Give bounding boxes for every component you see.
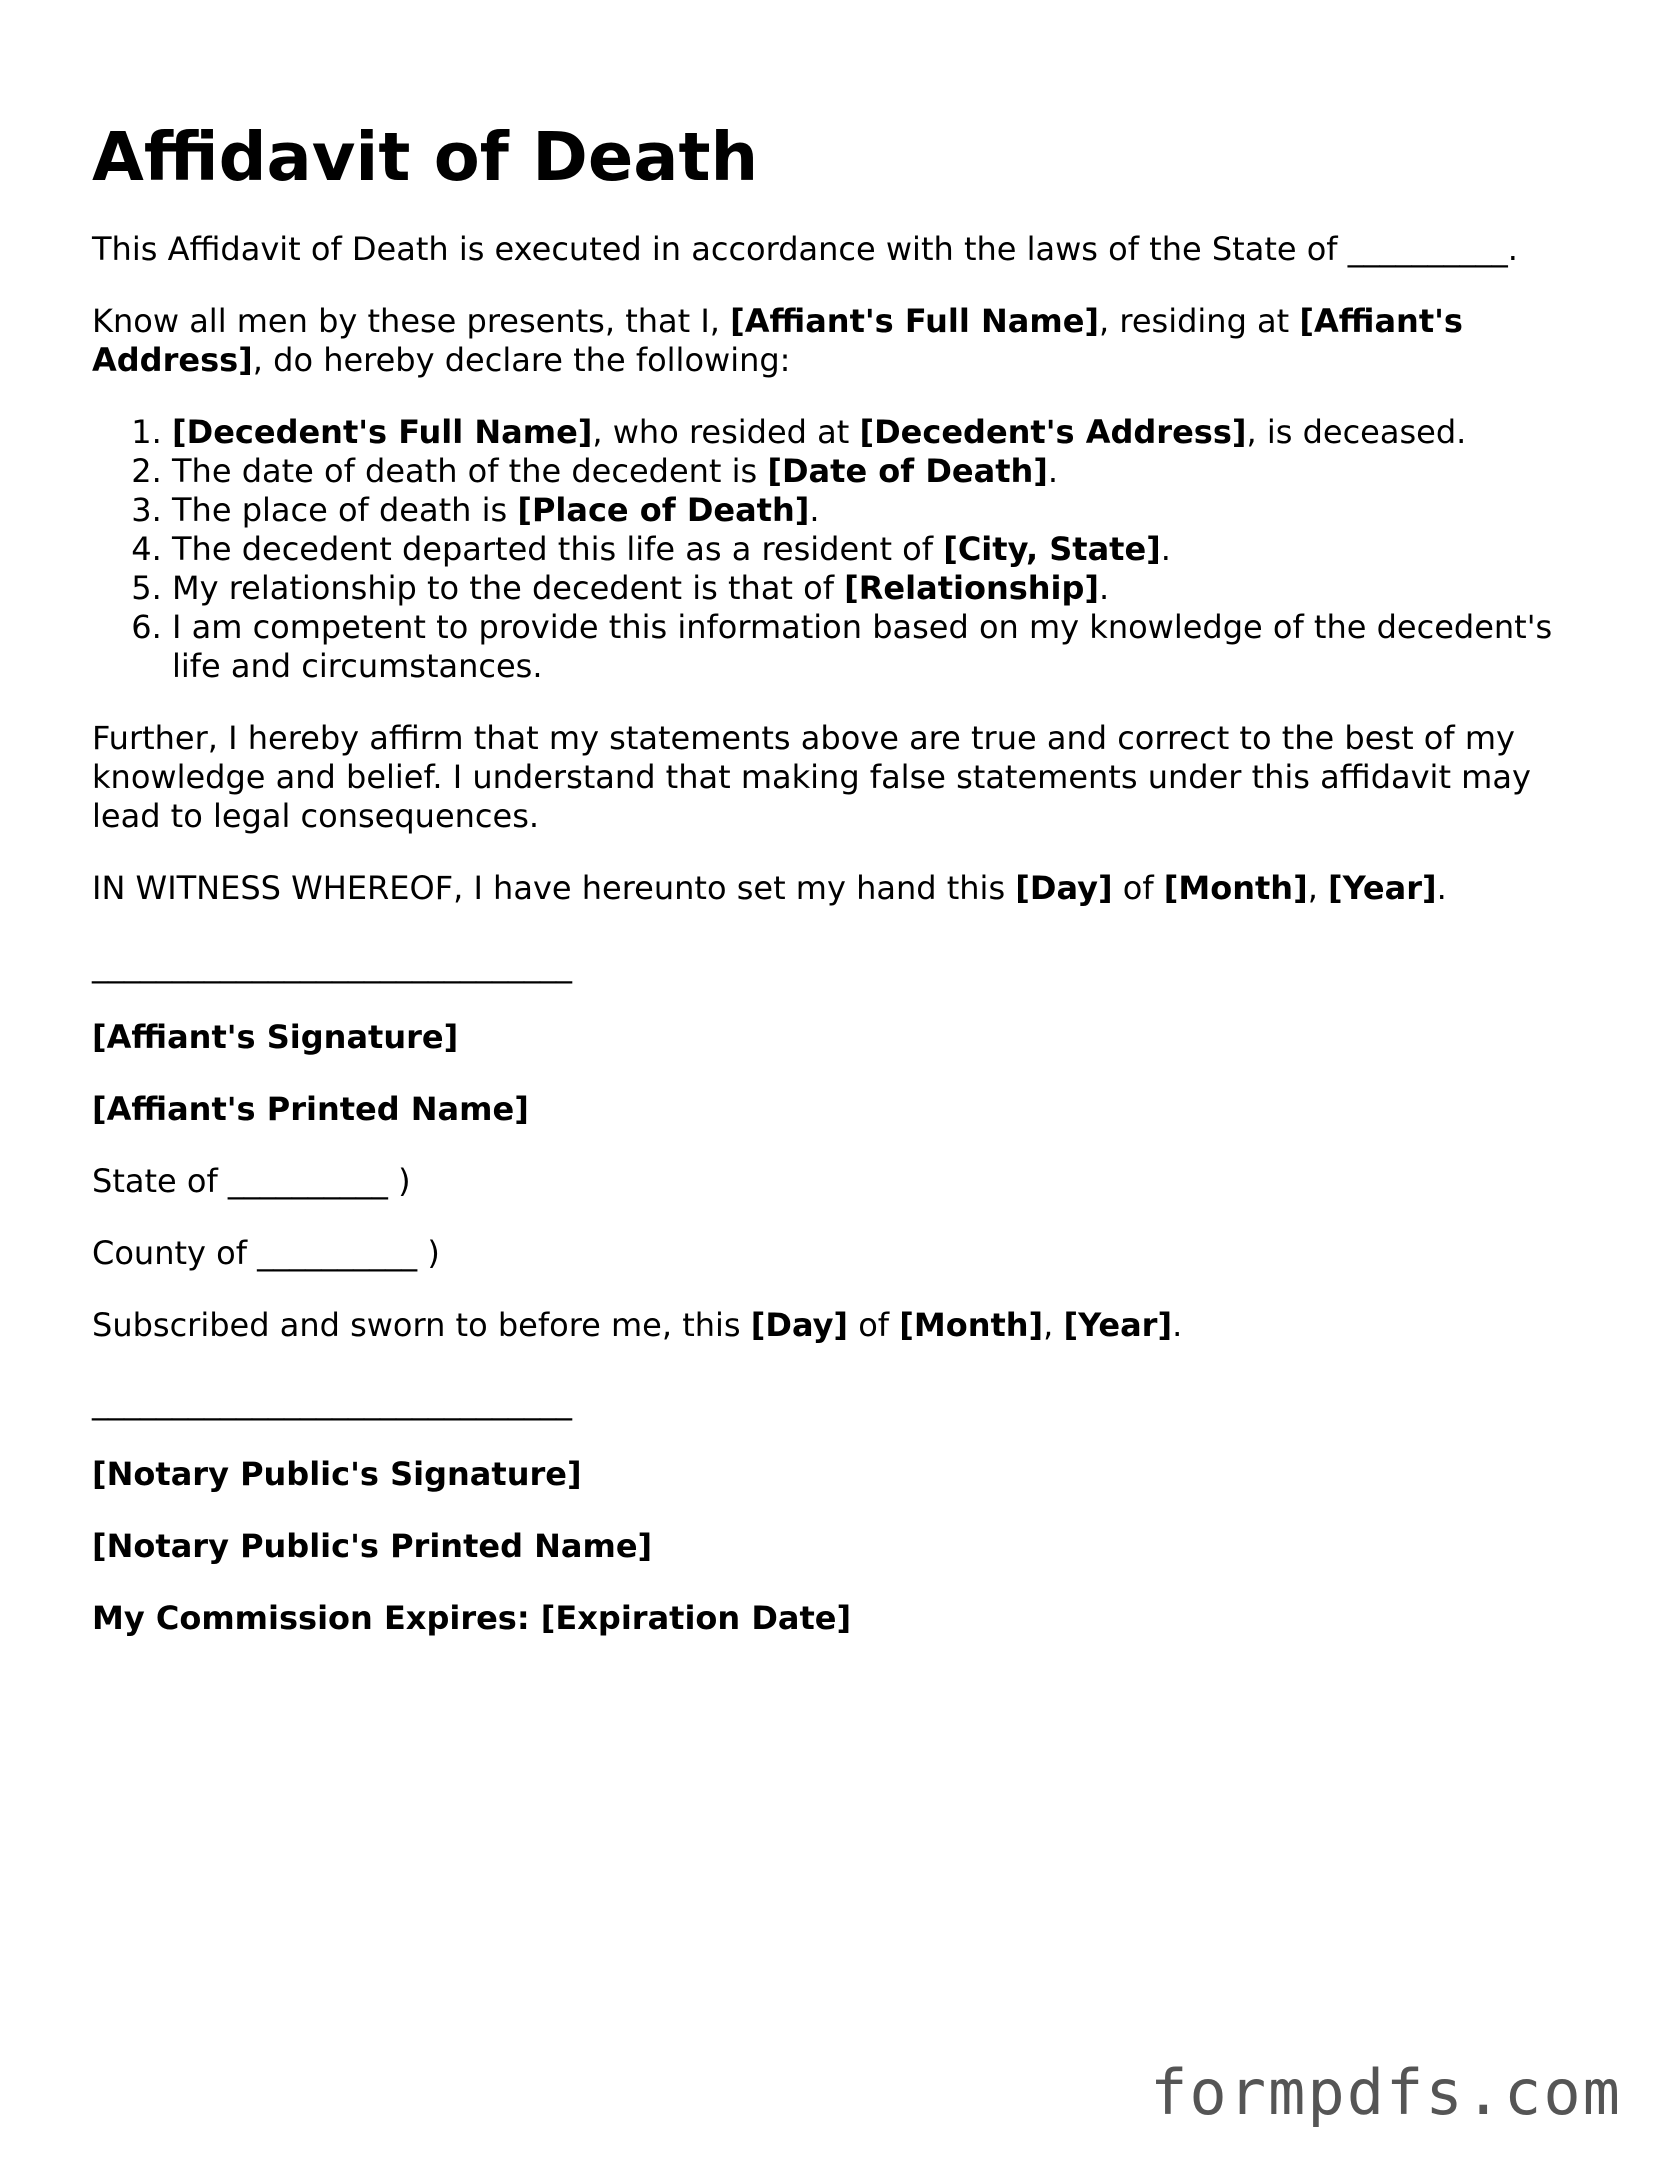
affiant-name-placeholder: [Affiant's Full Name] bbox=[730, 302, 1100, 340]
affiant-printed-name-label: [Affiant's Printed Name] bbox=[92, 1090, 529, 1128]
intro-paragraph: This Affidavit of Death is executed in accordance with the laws of the State of __________. bbox=[92, 230, 1518, 268]
list-item: 6. I am competent to provide this information based on my knowledge of the decedent's life and circumstances. bbox=[172, 608, 1572, 686]
notary-signature-line: ______________________________ bbox=[92, 1383, 572, 1421]
affiant-signature-line: ______________________________ bbox=[92, 946, 572, 984]
document-page bbox=[92, 112, 1572, 1671]
list-item: 2. The date of death of the decedent is [Date of Death]. bbox=[172, 452, 1572, 491]
list-item: 1. [Decedent's Full Name], who resided at [Decedent's Address], is deceased. bbox=[172, 413, 1572, 452]
subscribed-paragraph: Subscribed and sworn to before me, this [Day] of [Month], [Year]. bbox=[92, 1306, 1183, 1344]
notary-printed-name-label: [Notary Public's Printed Name] bbox=[92, 1527, 653, 1565]
county-line: County of __________ ) bbox=[92, 1234, 440, 1272]
affirmation-paragraph: Further, I hereby affirm that my statements above are true and correct to the best of my knowledge and belief. I understand that making false statements under this affidavit may lead to legal consequences. bbox=[92, 719, 1531, 835]
notary-signature-label: [Notary Public's Signature] bbox=[92, 1455, 582, 1493]
declaration-list bbox=[92, 413, 1572, 686]
affiant-address-placeholder: [Affiant's Address] bbox=[92, 302, 1463, 379]
watermark: formpdfs.com bbox=[1150, 2056, 1622, 2129]
list-item: 5. My relationship to the decedent is that of [Relationship]. bbox=[172, 569, 1572, 608]
declaration-paragraph: Know all men by these presents, that I, [Affiant's Full Name], residing at [Affiant's Address], do hereby declare the following: bbox=[92, 302, 1463, 379]
page-title: Affidavit of Death bbox=[92, 118, 759, 196]
list-item: 3. The place of death is [Place of Death]. bbox=[172, 491, 1572, 530]
list-item: 4. The decedent departed this life as a resident of [City, State]. bbox=[172, 530, 1572, 569]
commission-expires-label: My Commission Expires: [Expiration Date] bbox=[92, 1599, 852, 1637]
state-line: State of __________ ) bbox=[92, 1162, 411, 1200]
witness-paragraph: IN WITNESS WHEREOF, I have hereunto set my hand this [Day] of [Month], [Year]. bbox=[92, 869, 1447, 907]
affiant-signature-label: [Affiant's Signature] bbox=[92, 1018, 459, 1056]
